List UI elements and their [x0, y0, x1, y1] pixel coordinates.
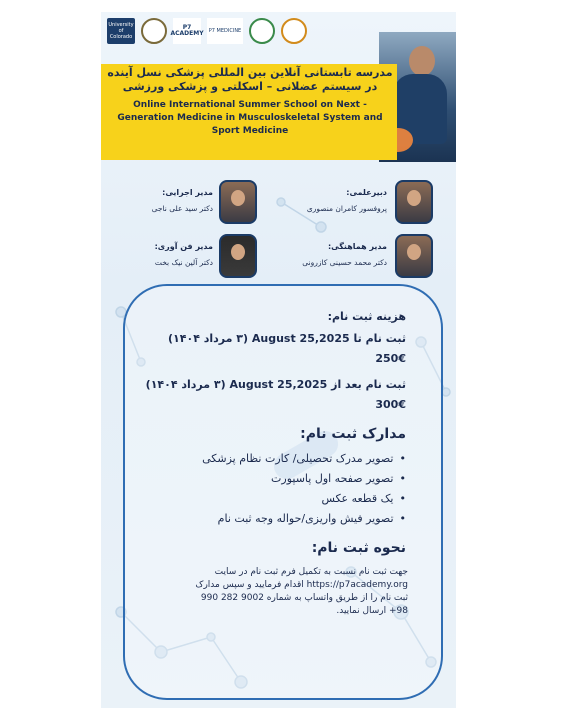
- emblem-logo: [249, 18, 275, 44]
- title-persian: مدرسه تابستانی آنلاین بین المللی پزشکی نسل آینده در سیستم عضلانی – اسکلتی و پزشکی ورزشی: [107, 66, 393, 93]
- fee-heading: هزینه ثبت نام:: [327, 310, 406, 323]
- title-banner: [101, 64, 397, 160]
- technical-director-name: دکتر آلین نیک بخت: [154, 258, 213, 267]
- how-to-text: جهت ثبت نام نسبت به تکمیل فرم ثبت نام در سایت https://p7academy.org اقدام فرمایید و سپس مدارک ثبت نام را از طریق واتساپ به شماره 9002 282 990 98+ ارسال نمایید.: [195, 567, 408, 616]
- late-fee-price: 300€: [375, 398, 406, 411]
- document-item: • تصویر فیش واریزی/حواله وجه ثبت نام: [218, 512, 406, 525]
- documents-heading: مدارک ثبت نام:: [300, 426, 406, 442]
- executive-director-photo: [219, 180, 257, 224]
- technical-director-role: مدیر فن آوری:: [154, 242, 213, 251]
- scientific-secretary-name: پروفسور کامران منصوری: [306, 204, 387, 213]
- scientific-secretary-role: دبیرعلمی:: [346, 188, 387, 197]
- emblem-logo: [141, 18, 167, 44]
- early-fee-label: ثبت نام تا August 25,2025 (۳ مرداد ۱۴۰۴): [168, 332, 406, 345]
- executive-director-name: دکتر سید علی ناجی: [151, 204, 213, 213]
- p7-academy-logo: P7 ACADEMY: [173, 18, 201, 44]
- poster: [101, 12, 456, 708]
- document-item: • یک قطعه عکس: [321, 492, 406, 505]
- late-fee-label: ثبت نام بعد از August 25,2025 (۳ مرداد ۱۴۰۴): [145, 378, 406, 391]
- technical-director-photo: [219, 234, 257, 278]
- scientific-secretary-photo: [395, 180, 433, 224]
- p7-medicine-logo: P7 MEDICINE: [207, 18, 243, 44]
- coordinating-director-name: دکتر محمد حسینی کازرونی: [302, 258, 387, 267]
- executive-director-role: مدیر اجرایی:: [162, 188, 213, 197]
- emblem-logo: [281, 18, 307, 44]
- title-english: Online International Summer School on Next - Generation Medicine in Musculoskeletal System and Sport Medicine: [117, 100, 383, 136]
- how-to-heading: نحوه ثبت نام:: [311, 540, 406, 556]
- document-item: • تصویر صفحه اول پاسپورت: [271, 472, 406, 485]
- early-fee-price: 250€: [375, 352, 406, 365]
- document-item: • تصویر مدرک تحصیلی/ کارت نظام پزشکی: [202, 452, 406, 465]
- university-logo: University of Colorado: [107, 18, 135, 44]
- coordinating-director-role: مدیر هماهنگی:: [327, 242, 387, 251]
- logo-row: [107, 16, 307, 46]
- coordinating-director-photo: [395, 234, 433, 278]
